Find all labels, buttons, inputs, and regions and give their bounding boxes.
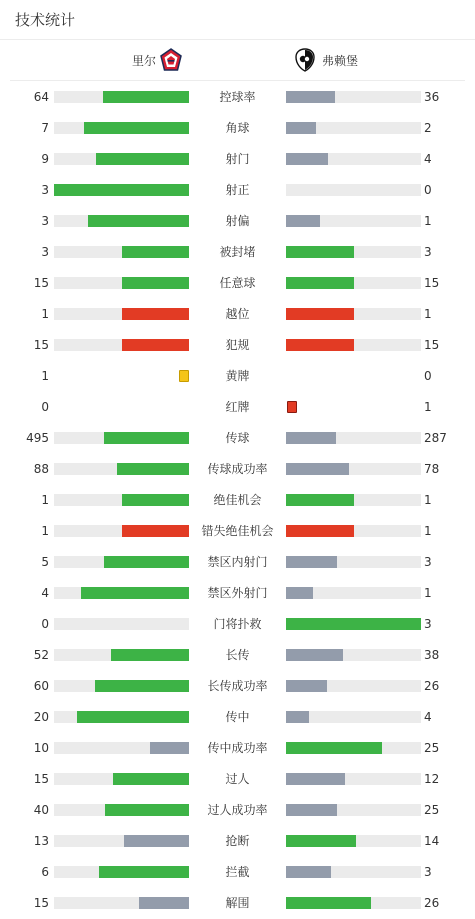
home-bar-track [54, 308, 189, 320]
away-bar-fill [286, 866, 331, 878]
away-stat-value: 1 [424, 493, 432, 507]
home-bar-fill [88, 215, 189, 227]
home-stat-value: 1 [41, 493, 49, 507]
home-bar-track [54, 587, 189, 599]
away-bar-track [286, 246, 421, 258]
stat-row [0, 329, 475, 360]
home-stat-value: 10 [33, 741, 49, 755]
home-bar-track [54, 773, 189, 785]
home-stat-value: 9 [41, 152, 49, 166]
away-bar-fill [286, 649, 343, 661]
home-bar-fill [105, 804, 189, 816]
home-stat-value: 40 [33, 803, 49, 817]
home-stat-value: 15 [33, 338, 49, 352]
home-bar-track [54, 463, 189, 475]
stat-row [0, 143, 475, 174]
home-stat-value: 5 [41, 555, 49, 569]
stat-row [0, 577, 475, 608]
home-bar-track [54, 742, 189, 754]
away-bar-fill [286, 463, 349, 475]
away-stat-value: 4 [424, 152, 432, 166]
away-bar-track [286, 277, 421, 289]
home-stat-value: 1 [41, 307, 49, 321]
away-bar-track [286, 91, 421, 103]
home-bar-track [54, 680, 189, 692]
home-bar-track [54, 246, 189, 258]
stat-label: 红牌 [225, 400, 250, 414]
stat-row [0, 360, 475, 391]
away-bar-track [286, 649, 421, 661]
away-bar-fill [286, 153, 328, 165]
page-title: 技术统计 [15, 11, 76, 29]
away-bar-track [286, 215, 421, 227]
away-team[interactable] [294, 40, 358, 80]
away-bar-fill [286, 432, 336, 444]
away-bar-track [286, 432, 421, 444]
home-bar-fill [99, 866, 189, 878]
home-stat-value: 13 [33, 834, 49, 848]
home-bar-track [54, 804, 189, 816]
stat-row [0, 732, 475, 763]
home-stat-value: 1 [41, 369, 49, 383]
away-bar-track [286, 866, 421, 878]
home-team[interactable] [132, 40, 182, 80]
red-card-icon [287, 401, 297, 413]
away-bar-track [286, 308, 421, 320]
away-bar-fill [286, 277, 354, 289]
home-bar-fill [104, 432, 189, 444]
home-bar-track [54, 618, 189, 630]
home-stat-value: 60 [33, 679, 49, 693]
stat-row [0, 515, 475, 546]
away-stat-value: 15 [424, 276, 440, 290]
stat-row [0, 81, 475, 112]
away-bar-track [286, 711, 421, 723]
away-bar-track [286, 773, 421, 785]
home-bar-fill [113, 773, 189, 785]
home-bar-track [54, 432, 189, 444]
away-stat-value: 38 [424, 648, 440, 662]
away-stat-value: 4 [424, 710, 432, 724]
away-stat-value: 3 [424, 245, 432, 259]
away-stat-value: 1 [424, 524, 432, 538]
home-bar-fill [103, 91, 189, 103]
home-stat-value: 1 [41, 524, 49, 538]
home-bar-fill [122, 339, 190, 351]
away-team-name: 弗赖堡 [322, 53, 359, 68]
stat-label: 控球率 [219, 90, 256, 104]
away-stat-value: 0 [424, 369, 432, 383]
home-bar-fill [122, 494, 190, 506]
stat-row [0, 205, 475, 236]
stat-label: 过人 [225, 772, 250, 786]
home-bar-fill [124, 835, 189, 847]
stat-label: 拦截 [225, 865, 250, 879]
away-stat-value: 0 [424, 183, 432, 197]
away-bar-track [286, 897, 421, 909]
stat-row [0, 422, 475, 453]
stat-label: 黄牌 [225, 369, 250, 383]
away-stat-value: 1 [424, 307, 432, 321]
home-stat-value: 0 [41, 400, 49, 414]
away-stat-value: 36 [424, 90, 440, 104]
home-bar-track [54, 277, 189, 289]
stat-label: 传球成功率 [207, 462, 268, 476]
stat-label: 传中 [225, 710, 250, 724]
home-stat-value: 7 [41, 121, 49, 135]
stat-row [0, 825, 475, 856]
away-bar-track [286, 339, 421, 351]
stat-row [0, 670, 475, 701]
stat-row [0, 267, 475, 298]
stat-row [0, 856, 475, 887]
stat-label: 绝佳机会 [213, 493, 262, 507]
home-bar-track [54, 339, 189, 351]
away-bar-track [286, 680, 421, 692]
away-bar-fill [286, 525, 354, 537]
away-stat-value: 15 [424, 338, 440, 352]
away-bar-track [286, 494, 421, 506]
home-bar-track [54, 525, 189, 537]
stat-label: 错失绝佳机会 [201, 524, 274, 538]
home-stat-value: 6 [41, 865, 49, 879]
away-bar-track [286, 835, 421, 847]
away-bar-fill [286, 835, 356, 847]
stats-list [0, 81, 475, 918]
home-bar-track [54, 866, 189, 878]
away-bar-fill [286, 680, 327, 692]
away-stat-value: 3 [424, 617, 432, 631]
home-bar-track [54, 153, 189, 165]
home-bar-track [54, 184, 189, 196]
home-bar-fill [111, 649, 189, 661]
stat-label: 传中成功率 [207, 741, 268, 755]
away-bar-fill [286, 215, 320, 227]
home-bar-track [54, 897, 189, 909]
home-bar-track [54, 494, 189, 506]
stat-row [0, 763, 475, 794]
stat-label: 射门 [225, 152, 250, 166]
away-stat-value: 1 [424, 586, 432, 600]
home-bar-track [54, 711, 189, 723]
stat-row [0, 546, 475, 577]
away-bar-fill [286, 711, 309, 723]
home-stat-value: 20 [33, 710, 49, 724]
home-bar-track [54, 91, 189, 103]
yellow-card-icon [179, 370, 189, 382]
home-bar-fill [54, 184, 189, 196]
stat-label: 禁区外射门 [207, 586, 268, 600]
home-bar-fill [139, 897, 189, 909]
stat-label: 被封堵 [219, 245, 256, 259]
away-stat-value: 3 [424, 865, 432, 879]
away-stat-value: 26 [424, 896, 440, 910]
home-bar-fill [95, 680, 190, 692]
stat-row [0, 174, 475, 205]
stat-label: 长传成功率 [207, 679, 268, 693]
stat-label: 射正 [225, 183, 250, 197]
home-bar-fill [150, 742, 189, 754]
stat-label: 禁区内射门 [207, 555, 268, 569]
stat-row [0, 701, 475, 732]
away-stat-value: 287 [424, 431, 447, 445]
home-bar-track [54, 122, 189, 134]
away-bar-fill [286, 618, 421, 630]
freiburg-crest-icon [294, 49, 316, 71]
away-stat-value: 12 [424, 772, 440, 786]
home-bar-fill [96, 153, 189, 165]
away-stat-value: 14 [424, 834, 440, 848]
away-stat-value: 1 [424, 400, 432, 414]
stat-row [0, 887, 475, 918]
home-team-name: 里尔 [131, 53, 156, 68]
away-bar-fill [286, 494, 354, 506]
away-stat-value: 3 [424, 555, 432, 569]
home-stat-value: 0 [41, 617, 49, 631]
stat-row [0, 639, 475, 670]
stat-label: 犯规 [225, 338, 250, 352]
home-bar-track [54, 215, 189, 227]
away-bar-fill [286, 897, 371, 909]
home-bar-fill [122, 246, 190, 258]
stat-label: 解围 [225, 896, 250, 910]
away-stat-value: 25 [424, 741, 440, 755]
home-bar-fill [117, 463, 189, 475]
home-bar-fill [84, 122, 189, 134]
away-bar-fill [286, 339, 354, 351]
away-bar-track [286, 184, 421, 196]
away-bar-track [286, 525, 421, 537]
away-stat-value: 1 [424, 214, 432, 228]
away-bar-fill [286, 308, 354, 320]
home-stat-value: 495 [26, 431, 49, 445]
home-stat-value: 3 [41, 245, 49, 259]
stat-row [0, 484, 475, 515]
stat-label: 传球 [225, 431, 250, 445]
away-bar-fill [286, 804, 337, 816]
away-bar-track [286, 463, 421, 475]
away-stat-value: 25 [424, 803, 440, 817]
away-bar-track [286, 804, 421, 816]
stat-row [0, 112, 475, 143]
away-bar-fill [286, 773, 345, 785]
stat-label: 抢断 [225, 834, 250, 848]
stat-label: 任意球 [219, 276, 256, 290]
stat-row [0, 298, 475, 329]
away-bar-fill [286, 246, 354, 258]
stats-header [0, 0, 475, 40]
home-stat-value: 52 [33, 648, 49, 662]
home-bar-fill [122, 277, 190, 289]
home-stat-value: 88 [33, 462, 49, 476]
home-stat-value: 3 [41, 214, 49, 228]
home-stat-value: 4 [41, 586, 49, 600]
stat-row [0, 236, 475, 267]
home-bar-fill [122, 308, 190, 320]
home-bar-track [54, 835, 189, 847]
away-stat-value: 78 [424, 462, 440, 476]
home-bar-fill [122, 525, 190, 537]
away-bar-track [286, 153, 421, 165]
home-bar-track [54, 649, 189, 661]
stat-label: 长传 [225, 648, 250, 662]
away-bar-fill [286, 122, 316, 134]
home-stat-value: 3 [41, 183, 49, 197]
home-stat-value: 15 [33, 896, 49, 910]
away-bar-fill [286, 742, 382, 754]
away-bar-track [286, 122, 421, 134]
stat-row [0, 453, 475, 484]
away-bar-fill [286, 556, 337, 568]
teams-row [10, 40, 465, 81]
home-bar-fill [77, 711, 189, 723]
stat-label: 门将扑救 [213, 617, 262, 631]
home-bar-track [54, 556, 189, 568]
away-bar-fill [286, 587, 313, 599]
stat-row [0, 608, 475, 639]
stat-label: 角球 [225, 121, 250, 135]
stat-row [0, 794, 475, 825]
away-bar-track [286, 587, 421, 599]
stat-label: 过人成功率 [207, 803, 268, 817]
stat-label: 射偏 [225, 214, 250, 228]
away-bar-track [286, 742, 421, 754]
stat-label: 越位 [225, 307, 250, 321]
home-stat-value: 15 [33, 276, 49, 290]
home-stat-value: 64 [33, 90, 49, 104]
home-bar-fill [81, 587, 189, 599]
away-bar-track [286, 556, 421, 568]
home-stat-value: 15 [33, 772, 49, 786]
away-bar-track [286, 618, 421, 630]
lille-crest-icon [160, 49, 182, 71]
away-stat-value: 2 [424, 121, 432, 135]
away-bar-fill [286, 91, 335, 103]
away-stat-value: 26 [424, 679, 440, 693]
stat-row [0, 391, 475, 422]
home-bar-fill [104, 556, 189, 568]
